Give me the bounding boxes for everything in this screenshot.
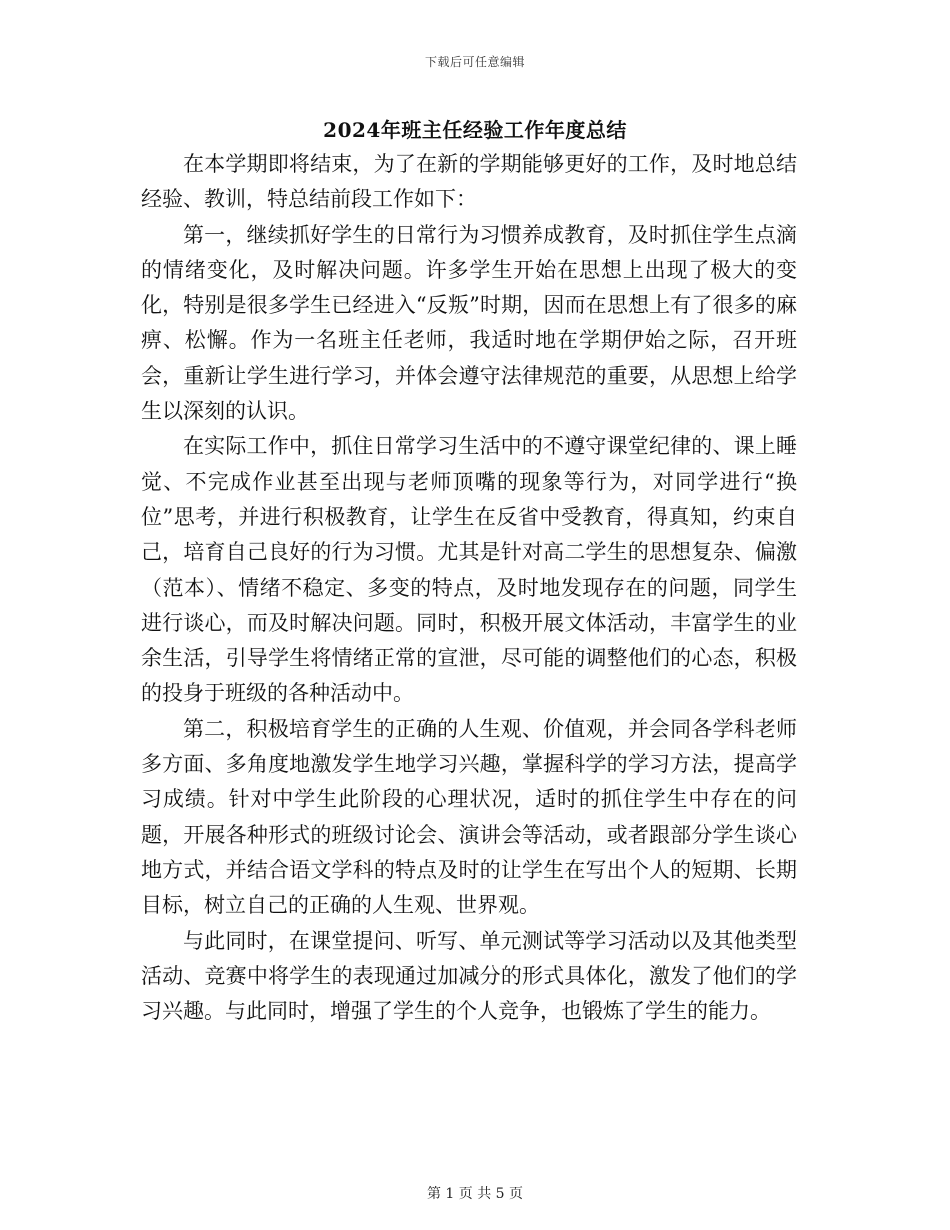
paragraph-intro: 在本学期即将结束，为了在新的学期能够更好的工作，及时地总结经验、教训，特总结前段工作如下： [141,152,797,212]
document-body [141,147,797,1029]
page-footer: 第 1 页 共 5 页 [426,1186,524,1202]
paragraph-classroom-activities: 与此同时，在课堂提问、听写、单元测试等学习活动以及其他类型活动、竞赛中将学生的表现通过加减分的形式具体化，激发了他们的学习兴趣。与此同时，增强了学生的个人竞争，也锻炼了学生的能力。 [141,928,797,1024]
paragraph-first-point: 第一，继续抓好学生的日常行为习惯养成教育，及时抓住学生点滴的情绪变化，及时解决问题。许多学生开始在思想上出现了极大的变化，特别是很多学生已经进入“反叛”时期，因而在思想上有了很多的麻痹、松懈。作为一名班主任老师，我适时地在学期伊始之际，召开班会，重新让学生进行学习，并体会遵守法律规范的重要，从思想上给学生以深刻的认识。 [141,222,797,424]
page-header: 下载后可任意编辑 [424,55,525,69]
paragraph-second-point: 第二，积极培育学生的正确的人生观、价值观，并会同各学科老师多方面、多角度地激发学生地学习兴趣，掌握科学的学习方法，提高学习成绩。针对中学生此阶段的心理状况，适时的抓住学生中存在的问题，开展各种形式的班级讨论会、演讲会等活动，或者跟部分学生谈心地方式，并结合语文学科的特点及时的让学生在写出个人的短期、长期目标，树立自己的正确的人生观、世界观。 [141,716,797,918]
document-title: 2024年班主任经验工作年度总结 [323,118,627,142]
paragraph-practical-work: 在实际工作中，抓住日常学习生活中的不遵守课堂纪律的、课上睡觉、不完成作业甚至出现与老师顶嘴的现象等行为，对同学进行“换位”思考，并进行积极教育，让学生在反省中受教育，得真知，约束自己，培育自己良好的行为习惯。尤其是针对高二学生的思想复杂、偏激（范本）、情绪不稳定、多变的特点，及时地发现存在的问题，同学生进行谈心，而及时解决问题。同时，积极开展文体活动，丰富学生的业余生活，引导学生将情绪正常的宣泄，尽可能的调整他们的心态，积极的投身于班级的各种活动中。 [141,434,797,706]
